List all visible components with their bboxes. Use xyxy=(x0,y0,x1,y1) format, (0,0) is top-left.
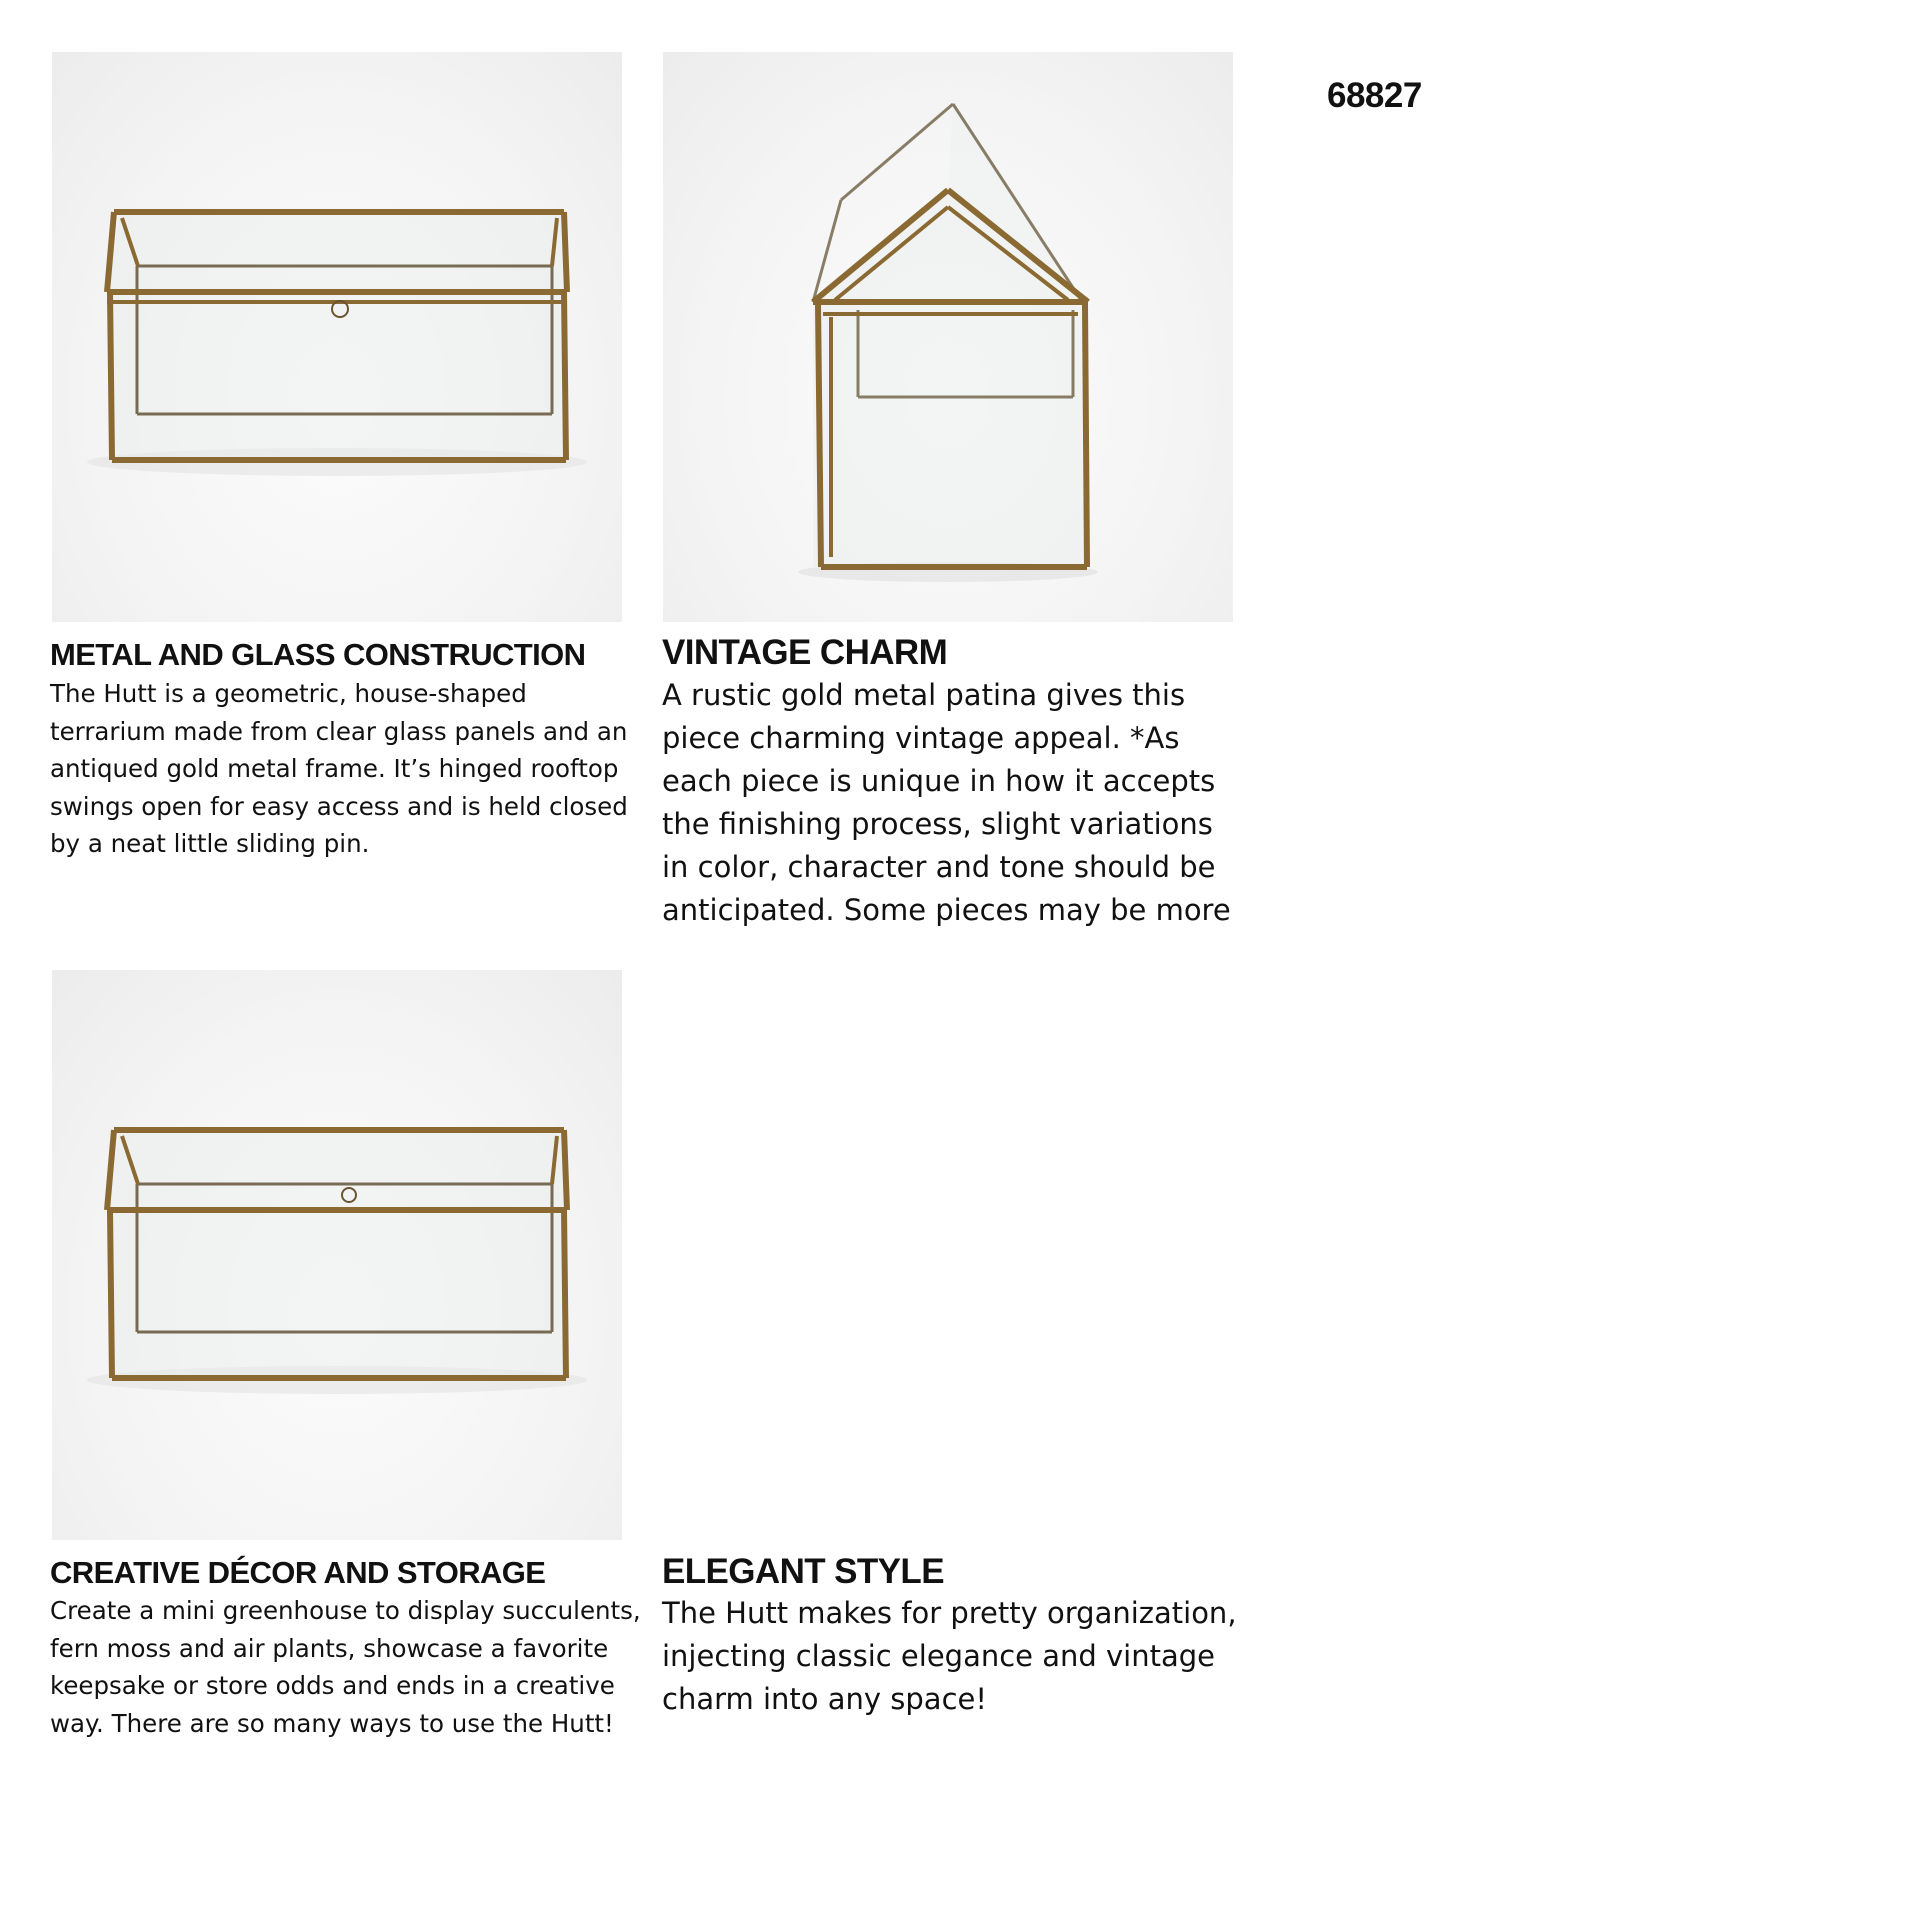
terrarium-front-photo-alt xyxy=(52,970,622,1540)
product-sku: 68827 xyxy=(1327,76,1422,115)
section-heading-elegant: ELEGANT STYLE xyxy=(662,1552,944,1591)
section-heading-decor: CREATIVE DÉCOR AND STORAGE xyxy=(50,1555,546,1590)
terrarium-front-photo xyxy=(52,52,622,622)
terrarium-side-photo xyxy=(663,52,1233,622)
section-heading-vintage: VINTAGE CHARM xyxy=(662,633,948,672)
section-body-vintage: A rustic gold metal patina gives this piece charming vintage appeal. *As each piece is unique in how it accepts the finishing process, slight variations in color, character and tone should be anticipated. Some pieces may be more xyxy=(662,678,1231,927)
section-body-construction: The Hutt is a geometric, house-shaped terrarium made from clear glass panels and an antiqued gold metal frame. It’s hinged rooftop swings open for easy access and is held closed by a neat little sliding pin. xyxy=(50,679,628,858)
terrarium-side-illustration xyxy=(663,52,1233,622)
terrarium-front-illustration xyxy=(52,52,622,622)
section-body-elegant: The Hutt makes for pretty organization, injecting classic elegance and vintage charm into any space! xyxy=(662,1596,1237,1716)
section-body-decor: Create a mini greenhouse to display succulents, fern moss and air plants, showcase a favorite keepsake or store odds and ends in a creative way. There are so many ways to use the Hutt! xyxy=(50,1596,641,1738)
section-heading-construction: METAL AND GLASS CONSTRUCTION xyxy=(50,637,586,672)
terrarium-front-alt-illustration xyxy=(52,970,622,1540)
